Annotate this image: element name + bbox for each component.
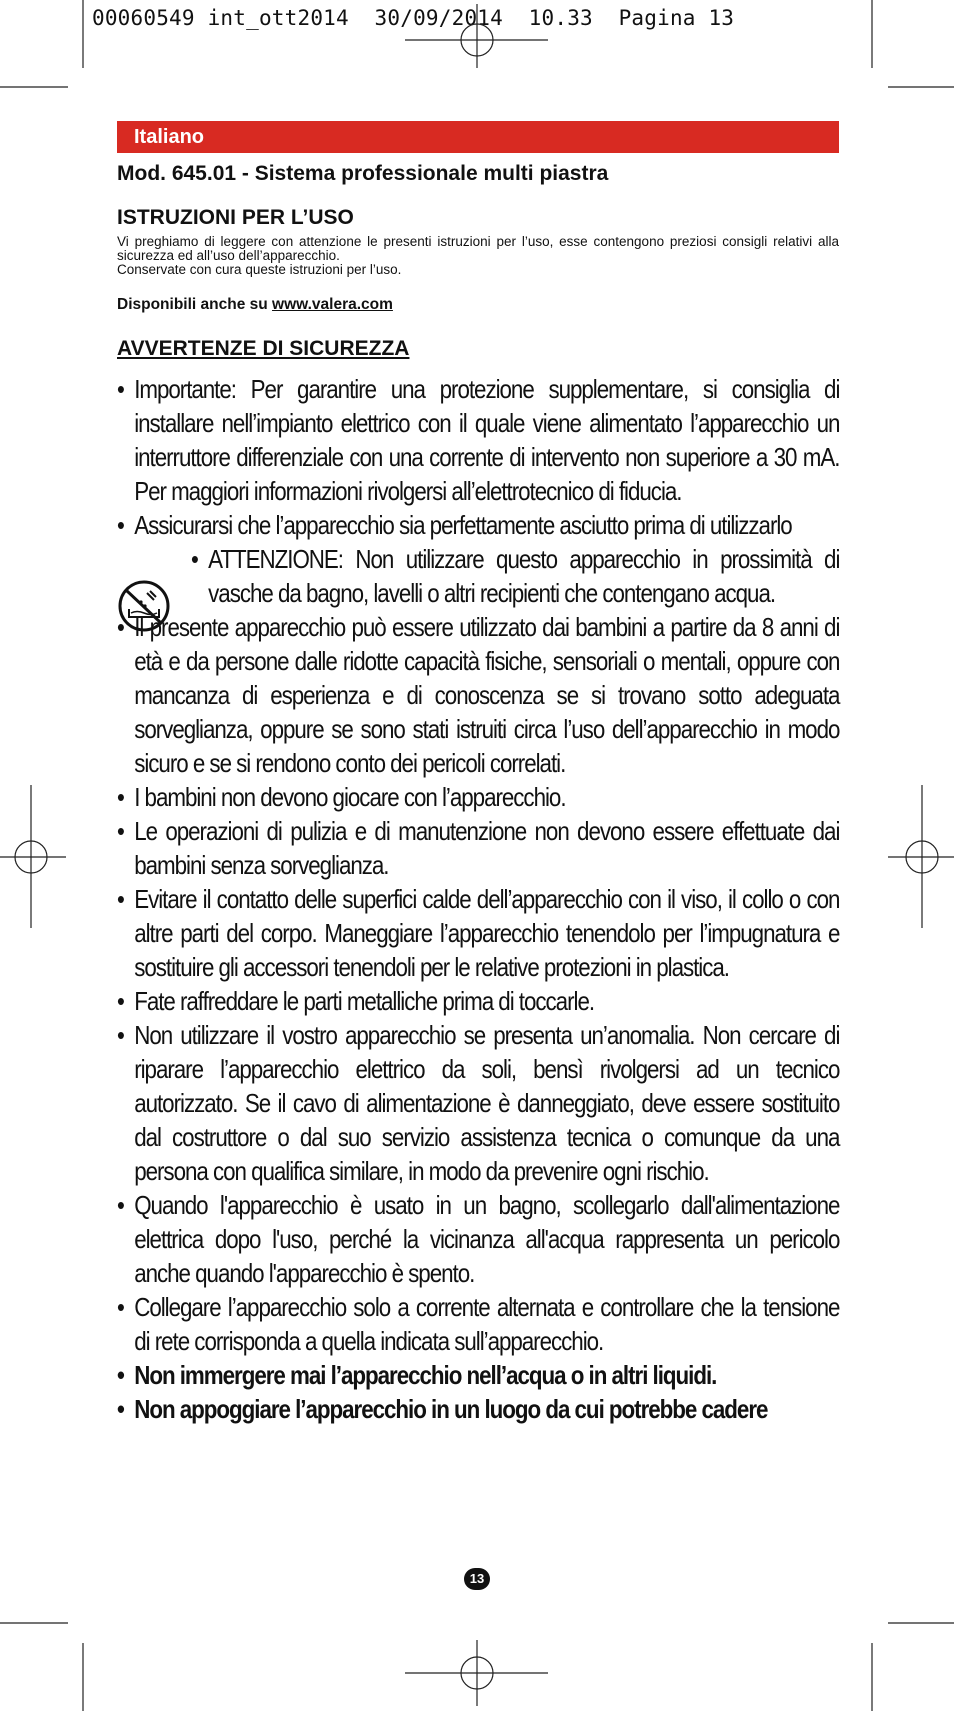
list-item: • Non immergere mai l’apparecchio nell’acqua o in altri liquidi. [117, 1358, 839, 1392]
list-item: • Importante: Per garantire una protezione supplementare, si consiglia di installare nell’impianto elettrico con il quale viene alimentato l’apparecchio un interruttore differenziale con una corrente di intervento non superiore a 30 mA. Per maggiori informazioni rivolgersi all’elettrotecnico di fiducia. [117, 372, 839, 508]
printer-slug: 00060549 int_ott2014 30/09/2014 10.33 Pagina 13 [92, 6, 735, 30]
list-item: • Le operazioni di pulizia e di manutenzione non devono essere effettuate dai bambini senza sorveglianza. [117, 814, 839, 882]
list-item: • I bambini non devono giocare con l’apparecchio. [117, 780, 839, 814]
model-title: Mod. 645.01 - Sistema professionale multi piastra [117, 162, 609, 185]
list-item: • Non utilizzare il vostro apparecchio se presenta un’anomalia. Non cercare di riparare l’apparecchio elettrico da soli, bensì rivolgersi ad un tecnico autorizzato. Se il cavo di alimentazione è danneggiato, deve essere sostituito dal costruttore o dal suo servizio assistenza tecnica o comunque da una persona con qualifica similare, in modo da prevenire ogni rischio. [117, 1018, 839, 1188]
available-label: Disponibili anche su [117, 296, 268, 313]
list-item: • Non appoggiare l’apparecchio in un luogo da cui potrebbe cadere [117, 1392, 839, 1426]
list-item: • Collegare l’apparecchio solo a corrente alternata e controllare che la tensione di rete corrisponda a quella indicata sull’apparecchio. [117, 1290, 839, 1358]
safety-warnings-list [117, 372, 839, 1426]
intro-paragraph: Conservate con cura queste istruzioni per l’uso. [117, 262, 402, 277]
list-item: • ATTENZIONE: Non utilizzare questo apparecchio in prossimità di vasche da bagno, lavelli o altri recipienti che contengano acqua. [191, 542, 839, 610]
intro-text [117, 235, 839, 277]
instructions-title: ISTRUZIONI PER L’USO [117, 206, 354, 229]
page-number: 13 [464, 1568, 490, 1590]
website-link[interactable]: www.valera.com [272, 296, 393, 313]
list-item: • Fate raffreddare le parti metalliche prima di toccarle. [117, 984, 839, 1018]
list-item: • Il presente apparecchio può essere utilizzato dai bambini a partire da 8 anni di età e da persone dalle ridotte capacità fisiche, sensoriali o mentali, oppure con mancanza di esperienza e di conoscenza se si trovano sotto adeguata sorveglianza, oppure se sono stati istruiti circa l’uso dell’apparecchio in modo sicuro e se si rendono conto dei pericoli correlati. [117, 610, 839, 780]
list-item: • Quando l'apparecchio è usato in un bagno, scollegarlo dall'alimentazione elettrica dopo l'uso, perché la vicinanza all'acqua rappresenta un pericolo anche quando l'apparecchio è spento. [117, 1188, 839, 1290]
list-item: • Assicurarsi che l’apparecchio sia perfettamente asciutto prima di utilizzarlo [117, 508, 839, 542]
safety-warnings-title: AVVERTENZE DI SICUREZZA [117, 337, 410, 360]
intro-paragraph: Vi preghiamo di leggere con attenzione le presenti istruzioni per l’uso, esse contengono preziosi consigli relativi alla sicurezza ed all’uso dell’apparecchio. [117, 234, 839, 263]
language-banner: Italiano [117, 121, 839, 153]
list-item: • Evitare il contatto delle superfici calde dell’apparecchio con il viso, il collo o con altre parti del corpo. Maneggiare l’apparecchio tenendolo per l’impugnatura e sostituire gli accessori tenendoli per le relative protezioni in plastica. [117, 882, 839, 984]
available-online [117, 296, 393, 314]
